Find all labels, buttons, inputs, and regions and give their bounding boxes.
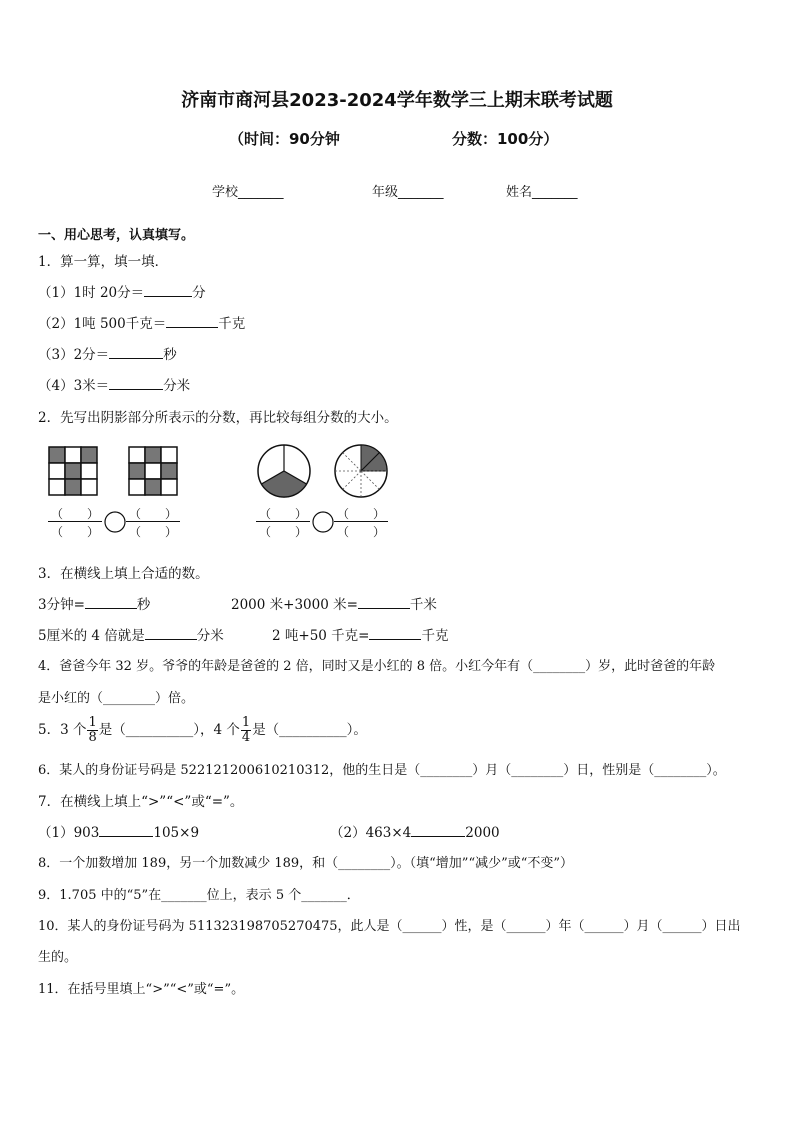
q3-stem: 3．在横线上填上合适的数。 (38, 566, 209, 582)
circle-eighths-figure (333, 443, 389, 499)
grade-field: 年级_______ (372, 185, 444, 200)
q7-item-1: （1）903 105×9 (38, 825, 200, 841)
page-title: 济南市商河县2023-2024学年数学三上期末联考试题 (181, 90, 613, 111)
q2-frac-3-den: （ ） (258, 525, 307, 539)
q3-row2-b: 2 吨+50 千克= 千克 (272, 628, 449, 644)
q2-frac-2-num: （ ） (128, 507, 177, 521)
q1-item-4: （4）3米＝ 分米 (38, 378, 191, 394)
q1-item-1: （1）1时 20分＝ 分 (38, 285, 206, 301)
q1-stem: 1．算一算，填一填． (38, 254, 169, 270)
grid-figure-left (48, 446, 100, 496)
q2-frac-4-num: （ ） (336, 507, 385, 521)
q4-line2: 是小红的（________）倍。 (38, 691, 195, 706)
q1-item-2: （2）1吨 500千克＝ 千克 (38, 316, 246, 332)
exam-time: （时间：90分钟 (229, 130, 340, 148)
fraction-one-eighth: $\frac{1}{8}$ (88, 715, 97, 745)
exam-score: 分数：100分） (452, 130, 559, 148)
q4-line1: 4．爸爸今年 32 岁。爷爷的年龄是爸爸的 2 倍，同时又是小红的 8 倍。小红今年有（________）岁，此时爸爸的年龄 (38, 659, 716, 674)
name-field: 姓名_______ (506, 185, 578, 200)
q2-frac-1-den: （ ） (50, 525, 99, 539)
grid-figure-right (128, 446, 180, 496)
section-heading: 一、用心思考，认真填写。 (38, 228, 195, 243)
q3-row2-a: 5厘米的 4 倍就是 分米 (38, 628, 224, 644)
q9-line: 9．1.705 中的“5”在_______位上，表示 5 个_______． (38, 888, 360, 903)
q7-item-2: （2）463×4 2000 (330, 825, 500, 841)
q2-stem: 2．先写出阴影部分所表示的分数，再比较每组分数的大小。 (38, 410, 398, 426)
q5-line: 5．3 个 $\frac{1}{8}$ 是（__________），4 个 $\frac{1}{4}$ 是（__________）。 (38, 715, 367, 745)
q7-stem: 7．在横线上填上“>”“<”或“=”。 (38, 794, 244, 810)
q1-item-3: （3）2分＝ 秒 (38, 347, 177, 363)
q6-line: 6．某人的身份证号码是 522121200610210312，他的生日是（________）月（________）日，性别是（________）。 (38, 763, 726, 778)
fraction-one-quarter: $\frac{1}{4}$ (241, 715, 251, 745)
compare-circle-icon (104, 511, 126, 533)
q2-frac-2-den: （ ） (128, 525, 177, 539)
q2-frac-1-num: （ ） (50, 507, 99, 521)
q3-row1-b: 2000 米+3000 米= 千米 (231, 597, 437, 613)
school-field: 学校_______ (212, 185, 284, 200)
q3-row1-a: 3分钟= 秒 (38, 597, 151, 613)
circle-thirds-figure (256, 443, 312, 499)
compare-circle-icon (312, 511, 334, 533)
q10-line2: 生的。 (38, 950, 78, 965)
q8-line: 8．一个加数增加 189，另一个加数减少 189，和（________）。（填“增加”“减少”或“不变”） (38, 856, 574, 871)
q11-stem: 11．在括号里填上“>”“<”或“=”。 (38, 982, 245, 997)
q2-frac-4-den: （ ） (336, 525, 385, 539)
q10-line1: 10．某人的身份证号码为 511323198705270475，此人是（______）性，是（______）年（______）月（______）日出 (38, 919, 741, 934)
q2-frac-3-num: （ ） (258, 507, 307, 521)
